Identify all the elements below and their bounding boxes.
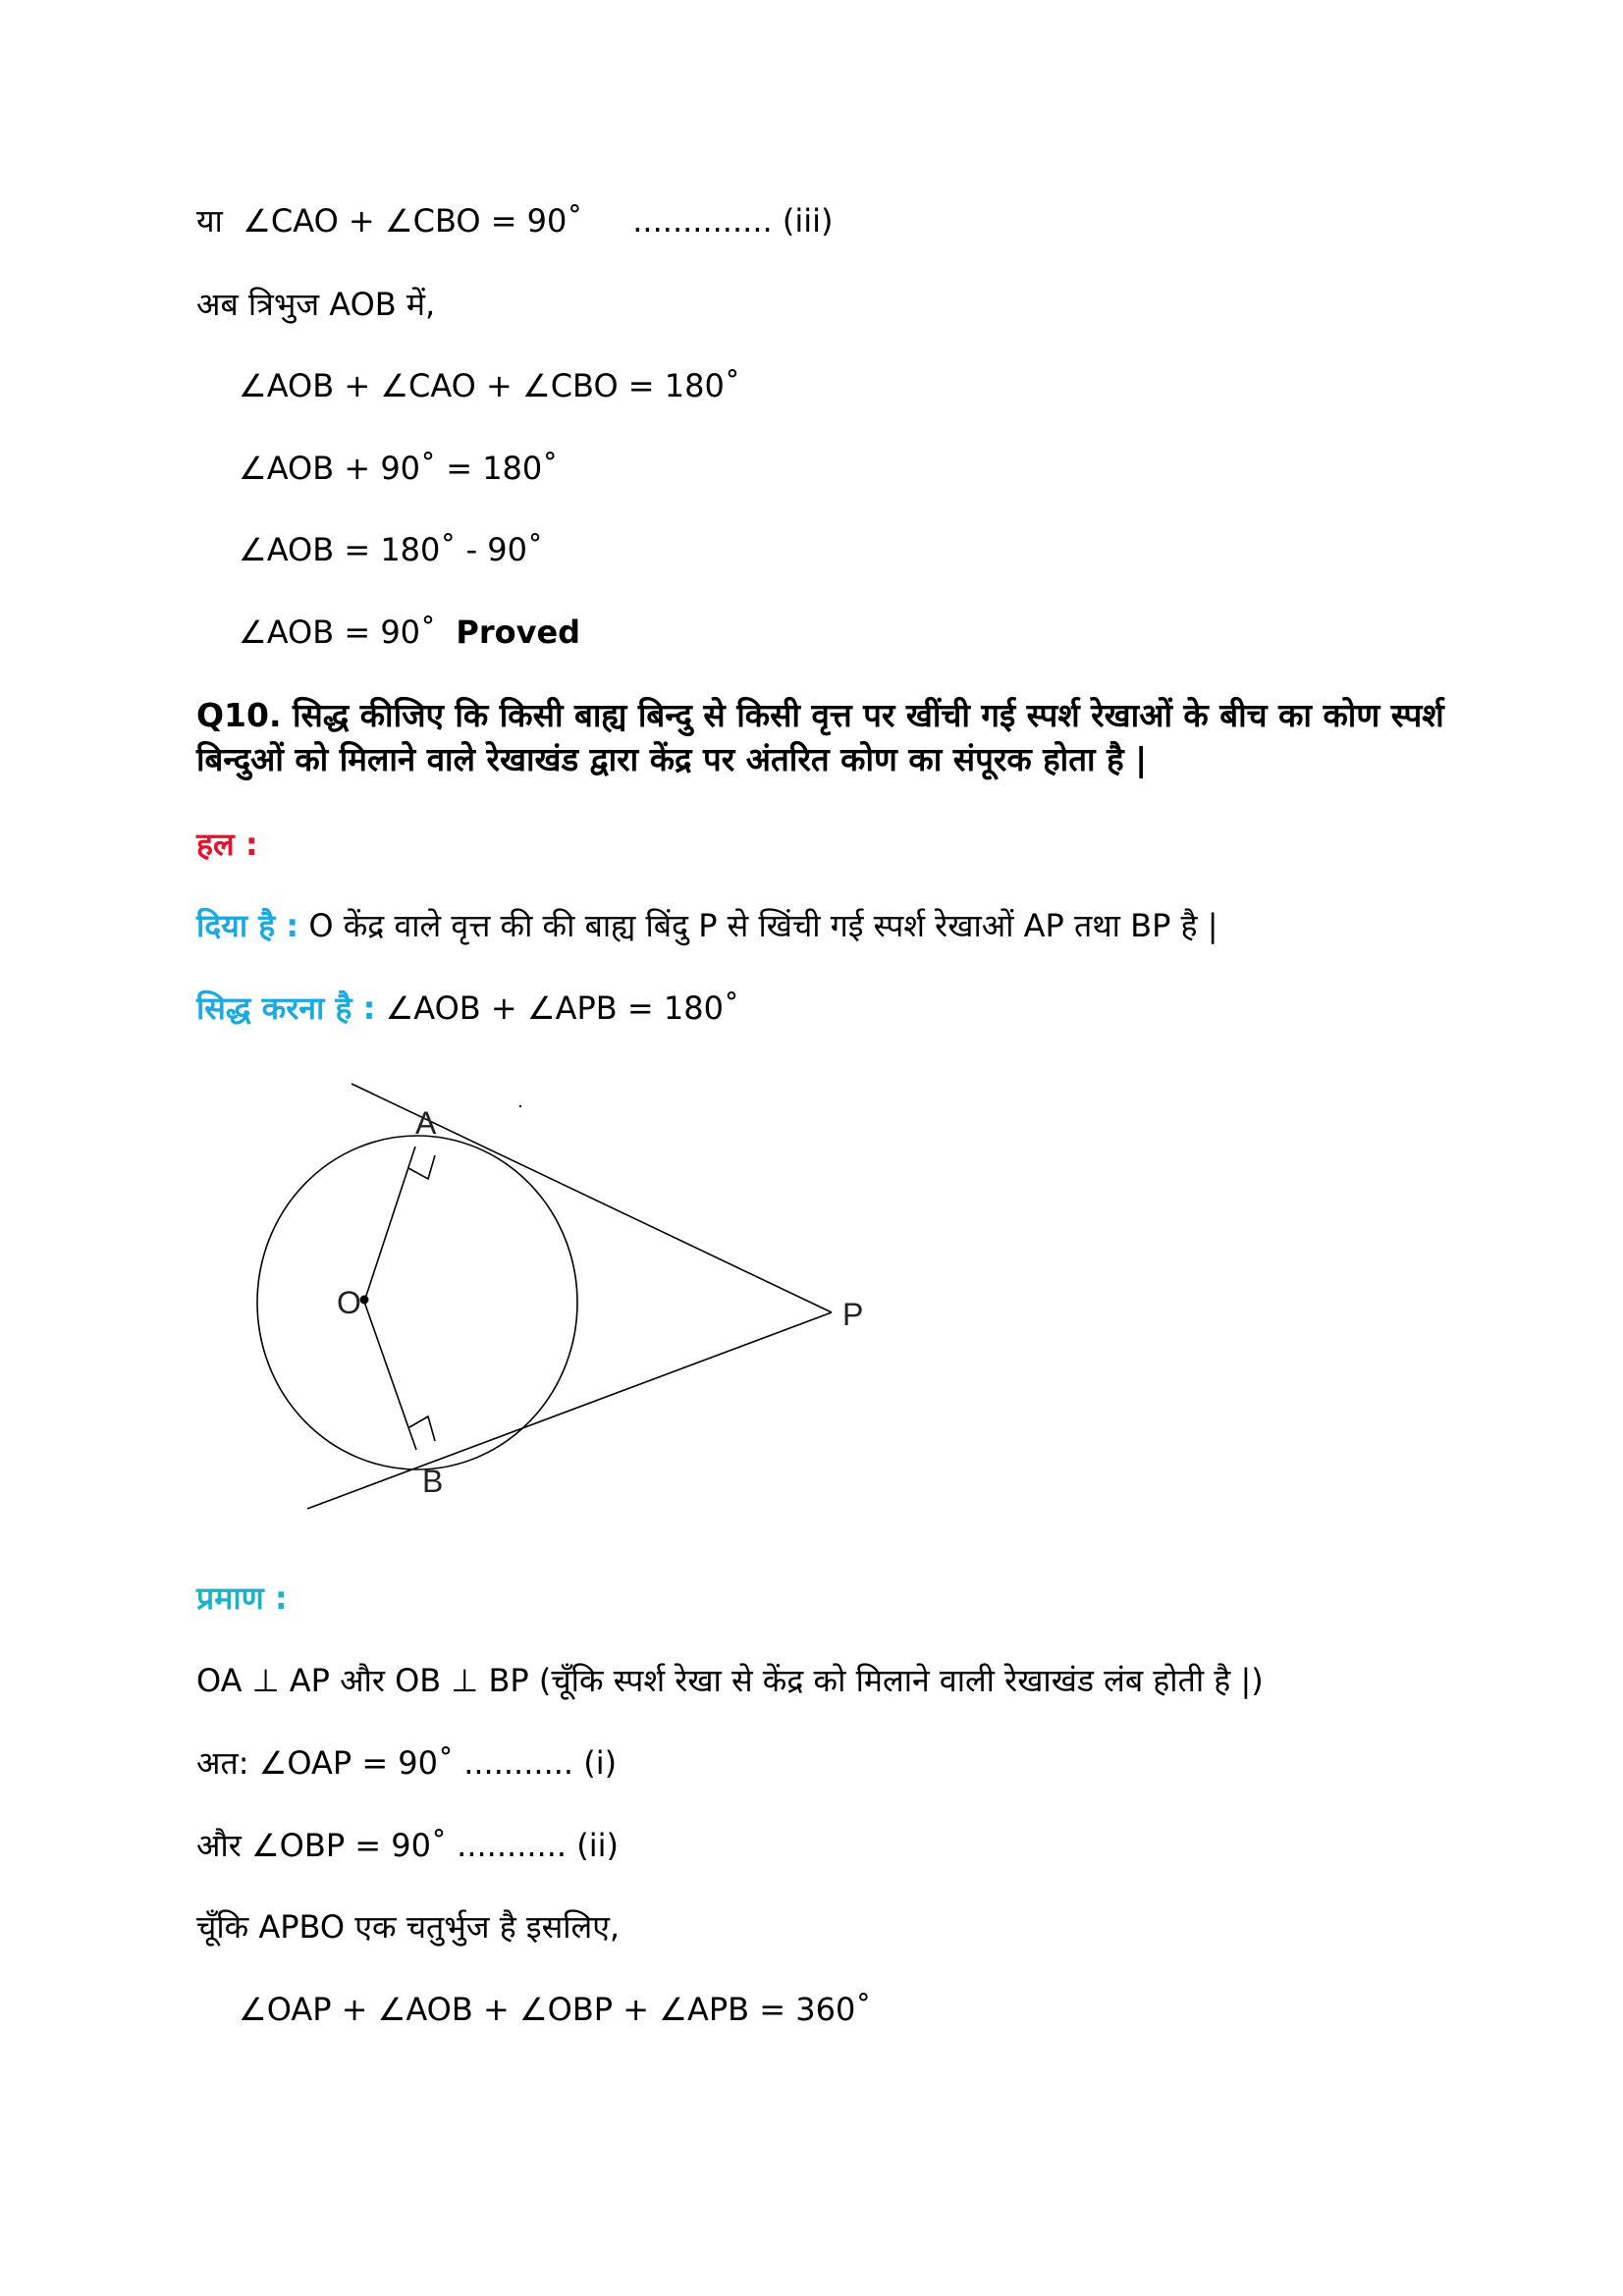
proof-line-4: चूँकि APBO एक चतुर्भुज है इसलिए, <box>196 1908 621 1946</box>
stray-dot <box>519 1105 521 1107</box>
proved-tag: Proved <box>456 614 581 651</box>
equation-line-1: ∠AOB + ∠CAO + ∠CBO = 180˚ <box>239 367 740 404</box>
radius-ob <box>364 1302 416 1450</box>
label-o: O <box>337 1285 361 1320</box>
tangent-line-bp <box>307 1312 832 1509</box>
proof-line-3: और ∠OBP = 90˚ ........... (ii) <box>196 1827 619 1864</box>
proof-line-5: ∠OAP + ∠AOB + ∠OBP + ∠APB = 360˚ <box>239 1991 872 2028</box>
tangent-circle-diagram <box>236 1060 923 1551</box>
equation-line-3: ∠AOB = 180˚ - 90˚ <box>239 531 543 568</box>
equation-line-4 <box>239 613 580 652</box>
proof-heading: प्रमाण : <box>196 1579 288 1617</box>
equation-reference: .............. (iii) <box>632 202 834 240</box>
right-angle-mark-b <box>409 1416 435 1441</box>
equation-line-2: ∠AOB + 90˚ = 180˚ <box>239 450 559 487</box>
equation-text: ∠AOB = 90˚ <box>239 614 437 651</box>
given-text: O केंद्र वाले वृत्त की की बाह्य बिंदु P से खिंची गई स्पर्श रेखाओं AP तथा BP है | <box>298 907 1218 944</box>
equation-text: ∠CAO + ∠CBO = 90˚ <box>243 202 583 240</box>
equation-iii <box>196 201 833 240</box>
to-prove-text: ∠AOB + ∠APB = 180˚ <box>375 989 739 1027</box>
to-prove-statement <box>196 988 739 1028</box>
label-a: A <box>415 1105 437 1141</box>
given-label: दिया है : <box>196 907 299 944</box>
radius-oa <box>364 1147 415 1302</box>
circle <box>257 1136 577 1469</box>
label-p: P <box>842 1297 864 1332</box>
to-prove-label: सिद्ध करना है : <box>196 989 376 1027</box>
given-statement <box>196 906 1218 945</box>
label-b: B <box>422 1464 444 1499</box>
prefix-text: या <box>196 202 223 240</box>
proof-line-1: OA ⊥ AP और OB ⊥ BP (चूँकि स्पर्श रेखा से केंद्र को मिलाने वाली रेखाखंड लंब होती है |) <box>196 1662 1264 1699</box>
right-angle-mark-a <box>408 1155 435 1179</box>
solution-heading: हल : <box>196 826 258 863</box>
question-10: Q10. सिद्ध कीजिए कि किसी बाह्य बिन्दु से किसी वृत्त पर खींची गई स्पर्श रेखाओं के बीच का कोण स्पर्श बिन्दुओं को मिलाने वाले रेखाखंड द्वारा केंद्र पर अंतरित कोण का संपूरक होता है | <box>196 696 1444 778</box>
proof-line-2: अत: ∠OAP = 90˚ ........... (i) <box>196 1744 618 1782</box>
triangle-statement: अब त्रिभुज AOB में, <box>196 286 436 323</box>
